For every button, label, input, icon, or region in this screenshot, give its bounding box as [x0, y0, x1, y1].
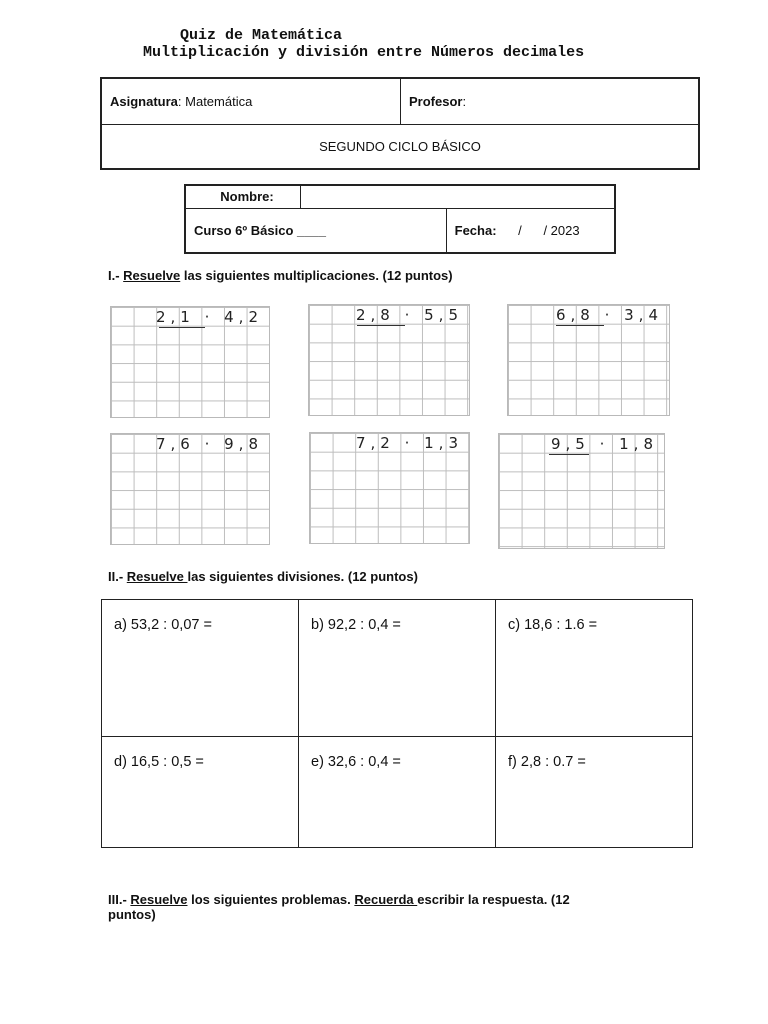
section-2-prefix: II.- — [108, 569, 127, 584]
multiplication-5-operation: 7,2 · 1,3 — [355, 434, 463, 452]
section-1-verb: Resuelve — [123, 268, 181, 283]
multiplication-grid-1[interactable] — [110, 306, 270, 418]
section-1-heading — [108, 268, 453, 283]
teacher-label: Profesor — [409, 93, 463, 109]
division-cell-e[interactable]: e) 32,6 : 0,4 = — [299, 737, 496, 848]
name-field[interactable] — [301, 185, 616, 208]
subject-label: Asignatura — [110, 93, 178, 109]
cycle-cell — [101, 124, 699, 169]
section-3-text: escribir la respuesta. (12 — [417, 892, 570, 907]
underline-mark — [159, 327, 205, 328]
course-cell — [185, 208, 446, 253]
date-label: Fecha: — [454, 222, 497, 238]
subject-cell — [101, 78, 401, 124]
section-2-heading — [108, 569, 418, 584]
division-table — [101, 599, 693, 848]
cycle-label: SEGUNDO CICLO BÁSICO — [319, 138, 481, 154]
underline-mark — [556, 325, 604, 326]
section-2-text: las siguientes divisiones. (12 puntos) — [187, 569, 418, 584]
student-table — [184, 184, 616, 254]
section-3-verb2: Recuerda — [354, 892, 418, 907]
section-3-prefix: III.- — [108, 892, 131, 907]
name-label: Nombre: — [220, 189, 274, 205]
division-cell-b[interactable]: b) 92,2 : 0,4 = — [299, 600, 496, 737]
section-3-middle: los siguientes problemas. — [187, 892, 355, 907]
multiplication-6-operation: 9,5 · 1,8 — [550, 435, 658, 453]
date-value: / / 2023 — [518, 222, 580, 238]
multiplication-1-operation: 2,1 · 4,2 — [155, 308, 263, 326]
subject-value: : Matemática — [177, 93, 253, 109]
section-3-verb: Resuelve — [130, 892, 188, 907]
multiplication-grid-5[interactable] — [309, 432, 470, 544]
multiplication-3-operation: 6,8 · 3,4 — [555, 306, 663, 324]
section-2-verb: Resuelve — [126, 569, 188, 584]
course-label: Curso 6º Básico ____ — [194, 222, 326, 238]
division-cell-d[interactable]: d) 16,5 : 0,5 = — [102, 737, 299, 848]
section-3-heading — [108, 892, 570, 922]
underline-mark — [549, 454, 589, 455]
multiplication-2-operation: 2,8 · 5,5 — [355, 306, 463, 324]
multiplication-grid-2[interactable] — [308, 304, 470, 416]
section-1-prefix: I.- — [108, 268, 124, 283]
division-cell-c[interactable]: c) 18,6 : 1.6 = — [496, 600, 693, 737]
date-cell — [446, 208, 615, 253]
division-cell-f[interactable]: f) 2,8 : 0.7 = — [496, 737, 693, 848]
teacher-cell — [401, 78, 700, 124]
division-cell-a[interactable]: a) 53,2 : 0,07 = — [102, 600, 299, 737]
underline-mark — [357, 325, 405, 326]
multiplication-4-operation: 7,6 · 9,8 — [155, 435, 263, 453]
info-table — [100, 77, 700, 170]
multiplication-grid-4[interactable] — [110, 433, 270, 545]
quiz-title: Quiz de Matemática — [180, 27, 343, 44]
quiz-subtitle: Multiplicación y división entre Números decimales — [143, 44, 585, 61]
name-label-cell — [185, 185, 301, 208]
teacher-value: : — [462, 93, 467, 109]
multiplication-grid-3[interactable] — [507, 304, 670, 416]
multiplication-grid-6[interactable] — [498, 433, 665, 549]
section-1-text: las siguientes multiplicaciones. (12 puntos) — [180, 268, 453, 283]
section-3-text-line2: puntos) — [108, 907, 156, 922]
